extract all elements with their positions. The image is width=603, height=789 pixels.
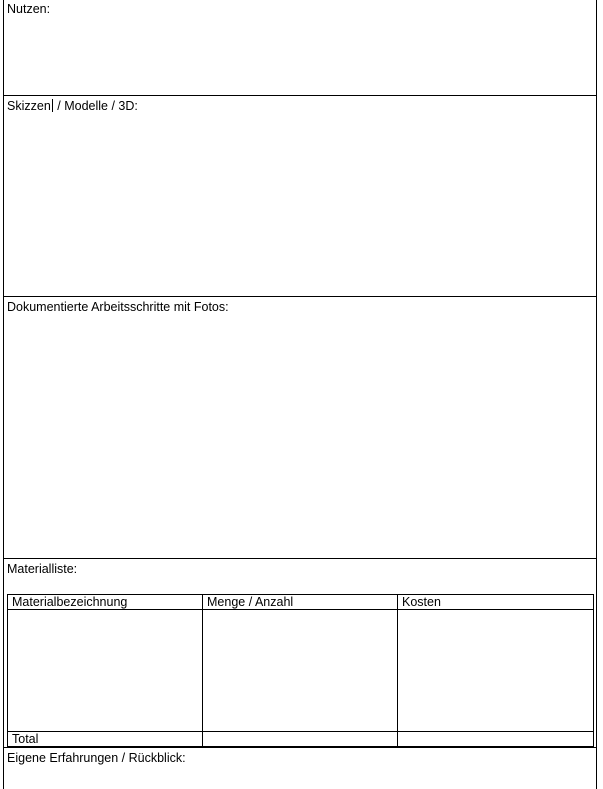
header-kosten: Kosten xyxy=(398,595,594,610)
section-erfahrungen[interactable] xyxy=(3,747,597,787)
section-materialliste[interactable] xyxy=(3,558,597,747)
cell-materialbezeichnung[interactable] xyxy=(8,610,203,732)
cell-menge-anzahl[interactable] xyxy=(203,610,398,732)
skizzen-label-end: / Modelle / 3D: xyxy=(53,99,138,113)
text-cursor xyxy=(52,99,53,112)
total-menge-cell[interactable] xyxy=(203,732,398,747)
table-row xyxy=(8,610,594,732)
section-label-materialliste: Materialliste: xyxy=(7,562,78,576)
cell-kosten[interactable] xyxy=(398,610,594,732)
section-nutzen[interactable] xyxy=(3,0,597,95)
section-dokumentation[interactable] xyxy=(3,296,597,558)
total-kosten-cell[interactable] xyxy=(398,732,594,747)
section-label-erfahrungen: Eigene Erfahrungen / Rückblick: xyxy=(7,751,186,765)
section-label-dokumentation: Dokumentierte Arbeitsschritte mit Fotos: xyxy=(7,300,229,314)
total-label: Total xyxy=(8,732,203,747)
skizzen-label-start: Skizzen xyxy=(7,99,51,113)
section-skizzen[interactable] xyxy=(3,95,597,296)
section-label-skizzen xyxy=(7,99,138,114)
section-label-nutzen: Nutzen: xyxy=(7,2,51,16)
header-menge-anzahl: Menge / Anzahl xyxy=(203,595,398,610)
material-table-total-row xyxy=(8,732,594,747)
material-table xyxy=(7,594,594,747)
header-materialbezeichnung: Materialbezeichnung xyxy=(8,595,203,610)
material-table-header-row xyxy=(8,595,594,610)
